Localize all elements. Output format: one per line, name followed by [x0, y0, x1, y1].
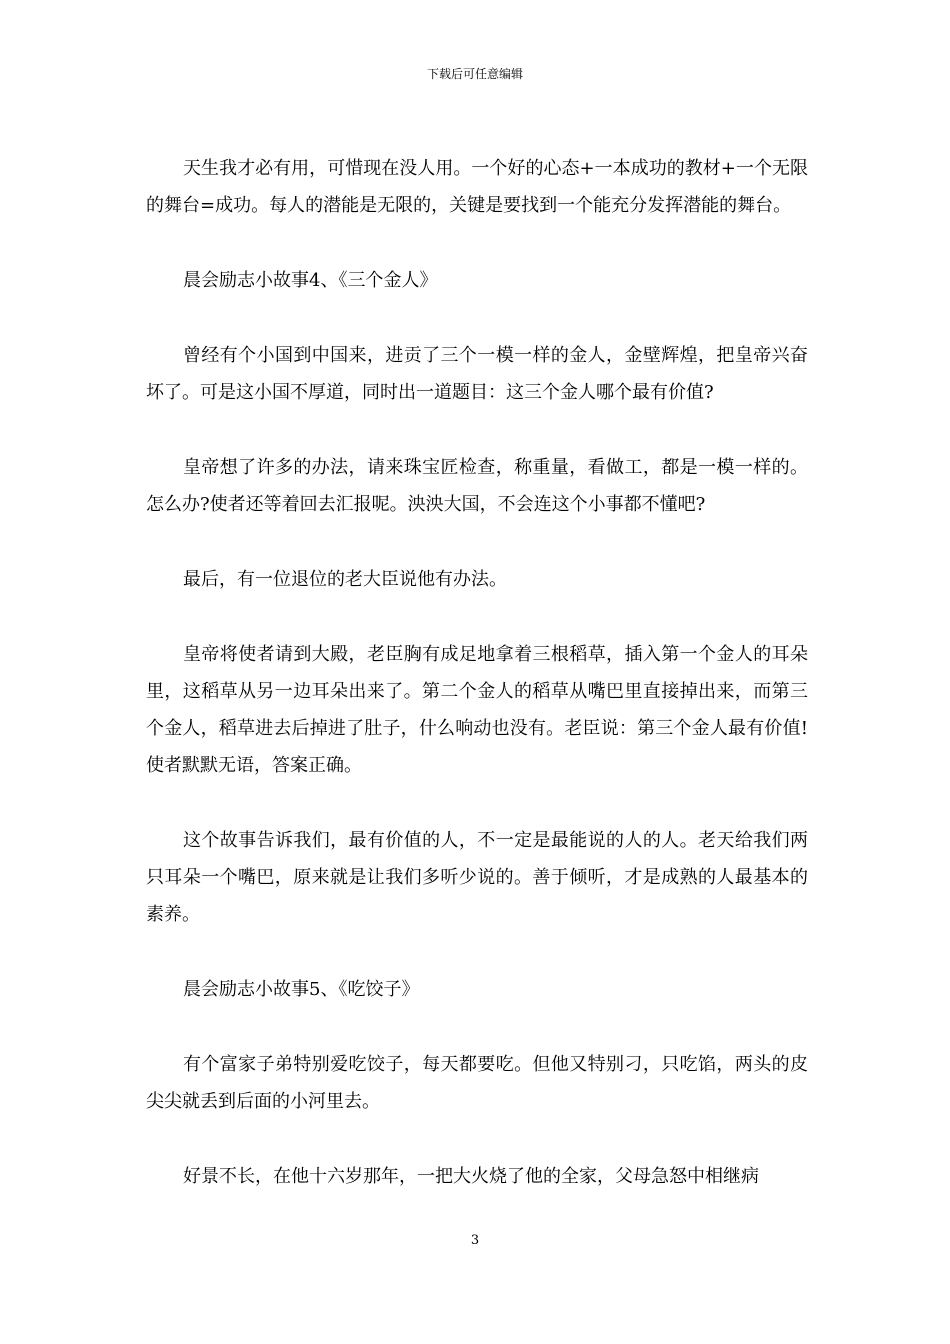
- document-body: [146, 150, 808, 1233]
- story-heading-4: 晨会励志小故事4、《三个金人》: [183, 270, 438, 291]
- page-number: 3: [470, 1233, 480, 1248]
- paragraph-story4-emperor: 皇帝想了许多的办法，请来珠宝匠检查，称重量，看做工，都是一模一样的。怎么办?使者还等着回去汇报呢。泱泱大国，不会连这个小事都不懂吧?: [146, 457, 808, 515]
- paragraph-story5-opening: 有个富家子弟特别爱吃饺子，每天都要吃。但他又特别刁，只吃馅，两头的皮尖尖就丢到后面的小河里去。: [146, 1054, 808, 1112]
- paragraph-intro: 天生我才必有用，可惜现在没人用。一个好的心态+一本成功的教材+一个无限的舞台=成功。每人的潜能是无限的，关键是要找到一个能充分发挥潜能的舞台。: [146, 158, 808, 216]
- paragraph-story4-moral: 这个故事告诉我们，最有价值的人，不一定是最能说的人的人。老天给我们两只耳朵一个嘴巴，原来就是让我们多听少说的。善于倾听，才是成熟的人最基本的素养。: [146, 830, 808, 925]
- page-header-note: 下载后可任意编辑: [426, 67, 523, 81]
- paragraph-story4-opening: 曾经有个小国到中国来，进贡了三个一模一样的金人，金壁辉煌，把皇帝兴奋坏了。可是这小国不厚道，同时出一道题目：这三个金人哪个最有价值?: [146, 345, 808, 403]
- paragraph-story5-fire: 好景不长，在他十六岁那年，一把大火烧了他的全家，父母急怒中相继病: [183, 1166, 759, 1187]
- story-heading-5: 晨会励志小故事5、《吃饺子》: [183, 979, 420, 1000]
- paragraph-story4-minister: 最后，有一位退位的老大臣说他有办法。: [183, 569, 507, 590]
- paragraph-story4-test: 皇帝将使者请到大殿，老臣胸有成足地拿着三根稻草，插入第一个金人的耳朵里，这稻草从另一边耳朵出来了。第二个金人的稻草从嘴巴里直接掉出来，而第三个金人，稻草进去后掉进了肚子，什么响动也没有。老臣说：第三个金人最有价值!使者默默无语，答案正确。: [146, 644, 808, 776]
